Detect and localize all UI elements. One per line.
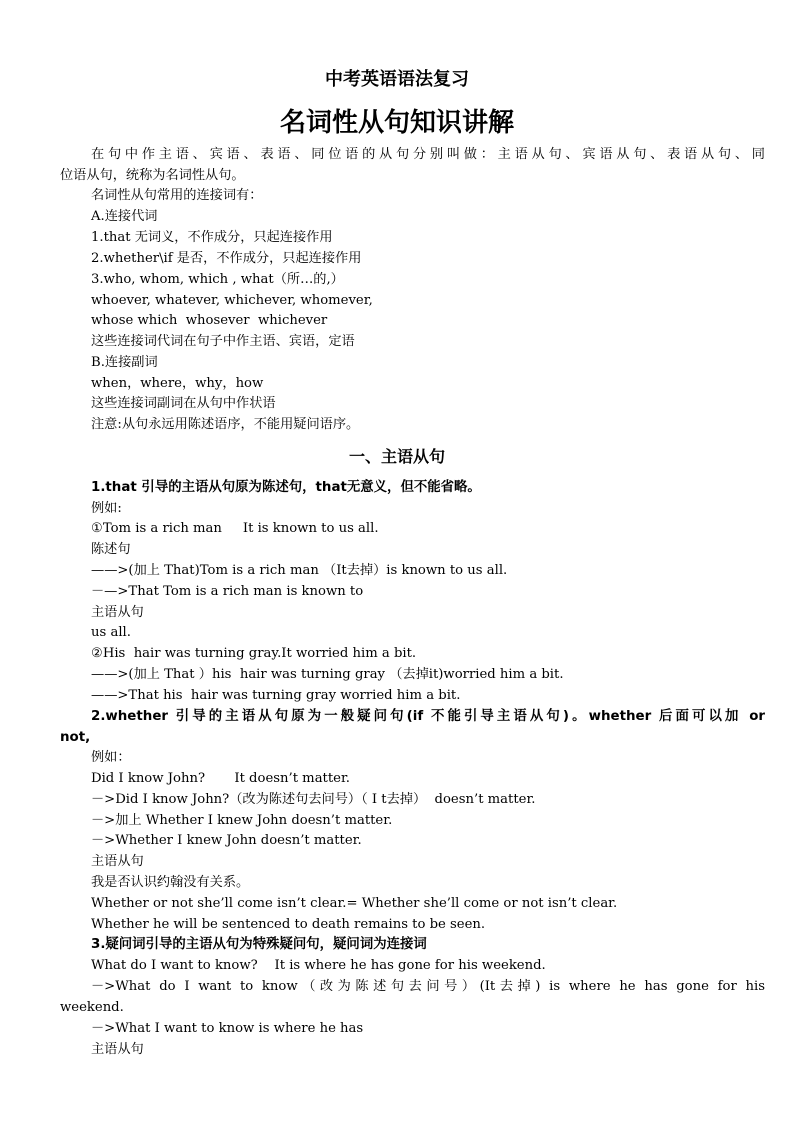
example-line: us all. [91, 625, 131, 640]
document-title-main: 名词性从句知识讲解 [279, 108, 514, 138]
paragraph-line: 在句中作主语、宾语、表语、同位语的从句分别叫做：主语从句、宾语从句、表语从句、同 [91, 147, 765, 162]
list-item: whose which whosever whichever [91, 313, 328, 328]
example-line: What do I want to know? It is where he has gone for his weekend. [91, 958, 546, 973]
list-item: 1.that 无词义，不作成分，只起连接作用 [91, 230, 333, 245]
example-note: 主语从句 [91, 854, 144, 869]
paragraph-line: 名词性从句常用的连接词有： [91, 188, 263, 203]
paragraph-line: 这些连接词副词在从句中作状语 [91, 396, 276, 411]
note-line: 注意:从句永远用陈述语序，不能用疑问语序。 [91, 417, 360, 432]
example-line: ①Tom is a rich man It is known to us all. [91, 521, 379, 536]
example-line: －>Whether I knew John doesn’t matter. [91, 833, 362, 848]
document-title-top: 中考英语语法复习 [325, 69, 469, 90]
rule-heading: 1.that 引导的主语从句原为陈述句，that无意义，但不能省略。 [91, 480, 481, 495]
example-line: －>What do I want to know（改为陈述句去问号）(It去掉) is where he has gone for his [91, 979, 765, 994]
example-line: －>Did I know John?（改为陈述句去问号）（ I t去掉） doesn’t matter. [91, 792, 536, 807]
example-line: weekend. [60, 1000, 124, 1015]
example-line: Whether or not she’ll come isn’t clear.= Whether she’ll come or not isn’t clear. [91, 896, 618, 911]
example-line: Did I know John? It doesn’t matter. [91, 771, 351, 786]
rule-heading: 2.whether 引导的主语从句原为一般疑问句(if 不能引导主语从句)。whether 后面可以加 or [91, 709, 765, 724]
list-item: 2.whether\if 是否，不作成分，只起连接作用 [91, 251, 362, 266]
example-note: 陈述句 [91, 542, 131, 557]
example-line: Whether he will be sentenced to death remains to be seen. [91, 917, 486, 932]
example-line: ——>(加上 That ）his hair was turning gray （去掉it)worried him a bit. [91, 667, 564, 682]
rule-heading: not, [60, 730, 91, 745]
example-label: 例如: [91, 501, 122, 516]
list-item: whoever, whatever, whichever, whomever, [91, 293, 373, 308]
section-heading: 一、主语从句 [348, 447, 445, 466]
example-line: －—>That Tom is a rich man is known to [91, 584, 364, 599]
rule-heading: 3.疑问词引导的主语从句为特殊疑问句，疑问词为连接词 [91, 937, 427, 952]
example-label: 例如： [91, 750, 131, 765]
list-item: when，where，why，how [91, 376, 264, 391]
list-heading: A.连接代词 [91, 209, 158, 224]
paragraph-line: 这些连接词代词在句子中作主语、宾语，定语 [91, 334, 355, 349]
example-line: ——>That his hair was turning gray worried him a bit. [91, 688, 461, 703]
example-line: －>What I want to know is where he has [91, 1021, 364, 1036]
example-line: －>加上 Whether I knew John doesn’t matter. [91, 813, 393, 828]
example-translation: 我是否认识约翰没有关系。 [91, 875, 250, 890]
example-line: ——>(加上 That)Tom is a rich man （It去掉）is known to us all. [91, 563, 508, 578]
example-note: 主语从句 [91, 605, 144, 620]
example-note: 主语从句 [91, 1042, 144, 1057]
list-item: 3.who, whom, which , what（所…的,） [91, 272, 344, 287]
paragraph-line: 位语从句，统称为名词性从句。 [60, 168, 245, 183]
list-heading: B.连接副词 [91, 355, 158, 370]
example-line: ②His hair was turning gray.It worried him a bit. [91, 646, 417, 661]
